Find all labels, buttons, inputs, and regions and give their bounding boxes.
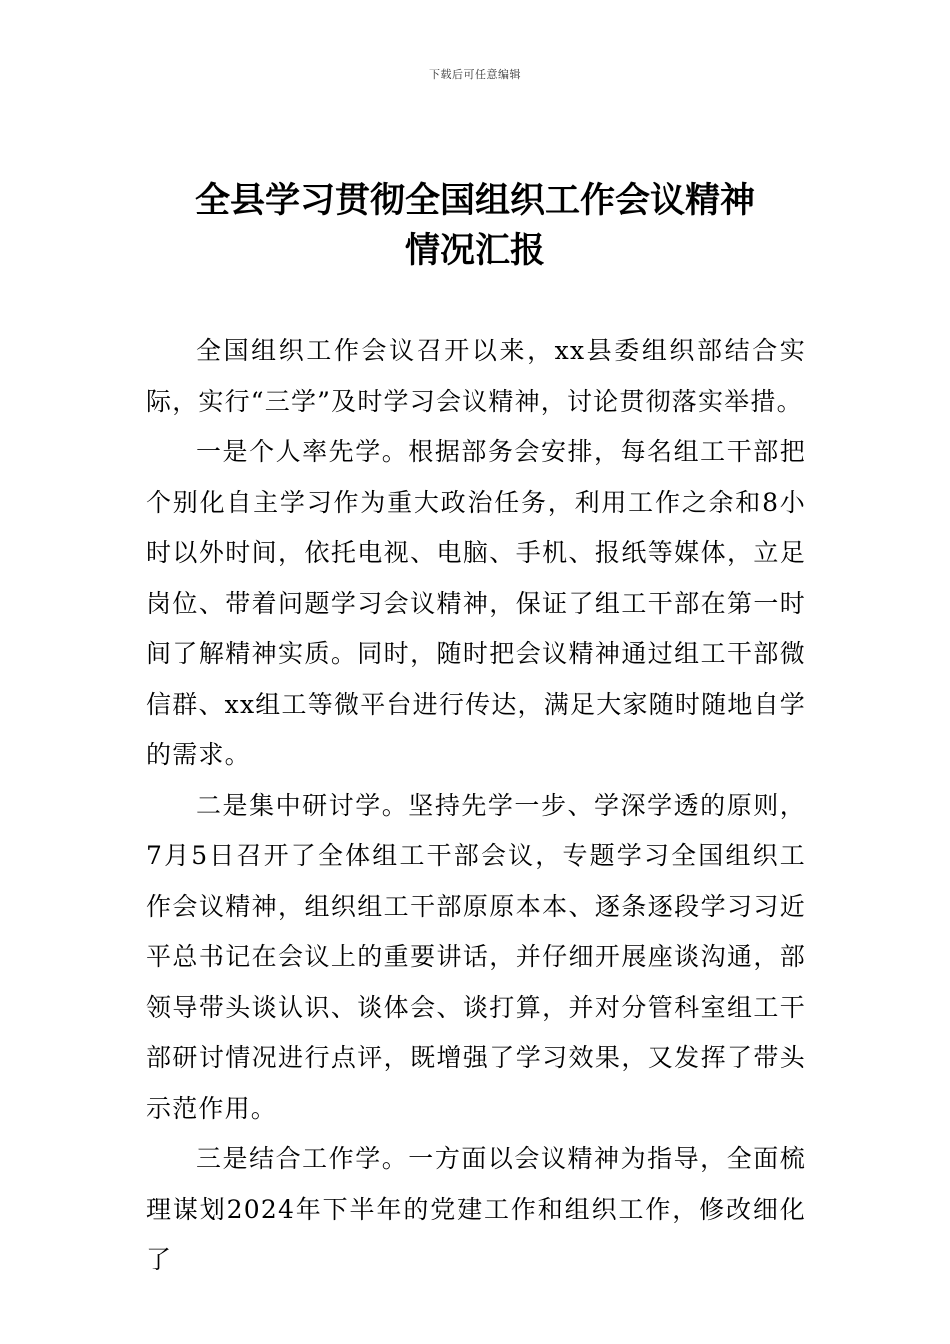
paragraph-intro: 全国组织工作会议召开以来，xx县委组织部结合实际，实行“三学”及时学习会议精神，讨论贯彻落实举措。 (146, 336, 806, 416)
document-title (0, 176, 950, 276)
paragraph-individual-study: 一是个人率先学。根据部务会安排，每名组工干部把个别化自主学习作为重大政治任务，利用工作之余和8小时以外时间，依托电视、电脑、手机、报纸等媒体，立足岗位、带着问题学习会议精神，保证了组工干部在第一时间了解精神实质。同时，随时把会议精神通过组工干部微信群、xx组工等微平台进行传达，满足大家随时随地自学的需求。 (146, 437, 806, 769)
paragraph-group-study: 二是集中研讨学。坚持先学一步、学深学透的原则，7月5日召开了全体组工干部会议，专题学习全国组织工作会议精神，组织组工干部原原本本、逐条逐段学习习近平总书记在会议上的重要讲话，并仔细开展座谈沟通，部领导带头谈认识、谈体会、谈打算，并对分管科室组工干部研讨情况进行点评，既增强了学习效果，又发挥了带头示范作用。 (146, 790, 806, 1123)
paragraph-work-study: 三是结合工作学。一方面以会议精神为指导，全面梳理谋划2024年下半年的党建工作和组织工作，修改细化了 (146, 1144, 806, 1274)
title-line-1: 全县学习贯彻全国组织工作会议精神 (194, 181, 755, 221)
title-line-2: 情况汇报 (404, 231, 545, 271)
document-body (146, 326, 806, 1286)
header-note: 下载后可任意编辑 (429, 68, 521, 81)
